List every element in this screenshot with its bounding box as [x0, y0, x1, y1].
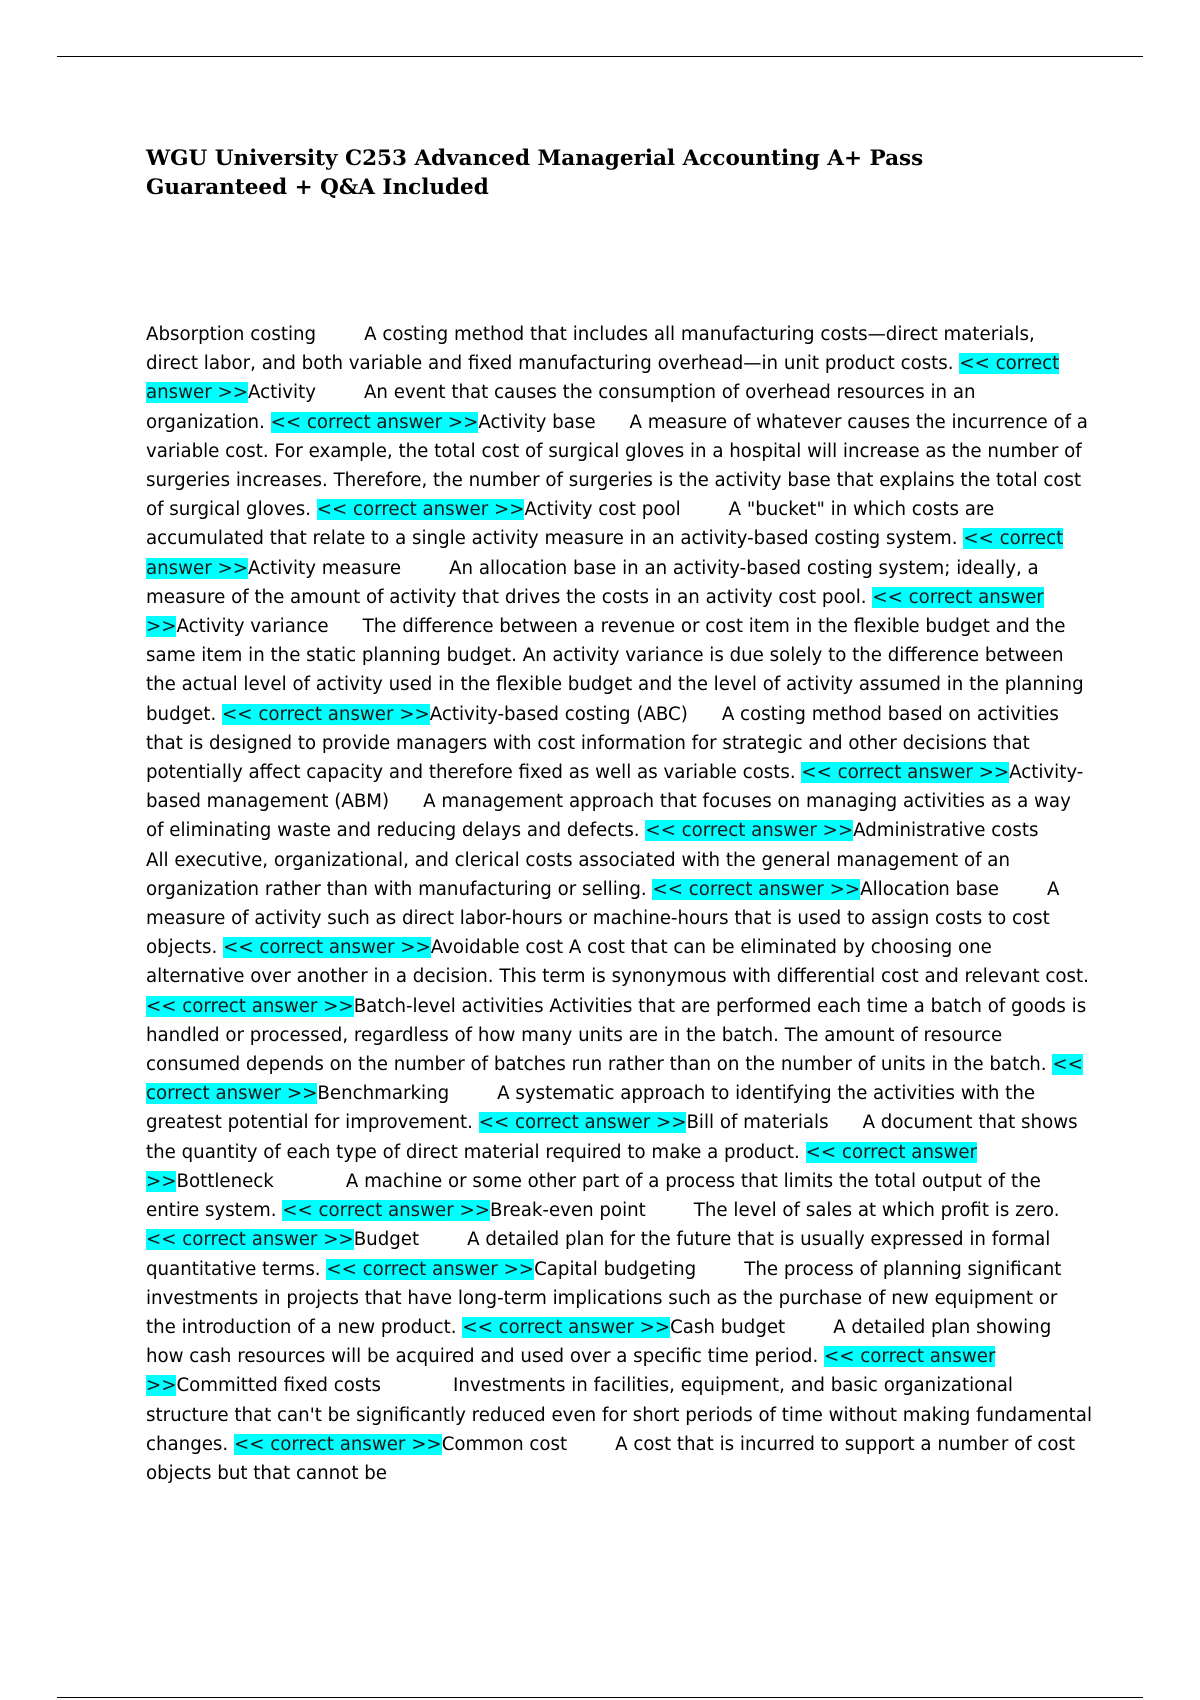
glossary-term: Activity base [478, 411, 596, 433]
glossary-definition: A measure of whatever causes the incurrence of a variable cost. For example, the total cost of surgical gloves in a hospital will increase as the number of surgeries increases. Therefore, the number of surgeries is the activity base that explains the total cost of surgical gloves. [146, 411, 1088, 521]
answer-marker: << correct answer >> [462, 1316, 671, 1338]
answer-marker: << correct answer >> [223, 937, 431, 959]
glossary-term: Cash budget [670, 1316, 786, 1338]
glossary-term: Common cost [441, 1433, 568, 1455]
answer-marker: << correct answer >> [146, 1054, 1083, 1105]
glossary-term: Capital budgeting [534, 1258, 697, 1280]
glossary-definition: An event that causes the consumption of overhead resources in an organization. [146, 382, 976, 433]
answer-marker: << correct answer >> [234, 1433, 442, 1455]
glossary-definition: A management approach that focuses on managing activities as a way of eliminating waste and reducing delays and defects. [146, 791, 1071, 842]
glossary-definition: A document that shows the quantity of each type of direct material required to make a product. [146, 1112, 1078, 1163]
glossary-definition: A systematic approach to identifying the activities with the greatest potential for improvement. [146, 1083, 1036, 1134]
answer-marker: << correct answer >> [146, 1141, 977, 1192]
answer-marker: << correct answer >> [146, 1229, 354, 1251]
glossary-definition: A cost that can be eliminated by choosing one alternative over another in a decision. This term is synonymous with differential cost and relevant cost. [146, 937, 1089, 988]
glossary-term: Administrative costs [853, 820, 1039, 842]
glossary-definition: An allocation base in an activity-based costing system; ideally, a measure of the amount of activity that drives the costs in an activity cost pool. [146, 557, 1039, 608]
answer-marker: << correct answer >> [478, 1112, 687, 1134]
answer-marker: << correct answer >> [282, 1200, 490, 1222]
answer-marker: << correct answer >> [326, 1258, 535, 1280]
glossary-definition: A detailed plan for the future that is usually expressed in formal quantitative terms. [146, 1229, 1051, 1280]
glossary-term: Absorption costing [146, 324, 317, 345]
glossary-term: Budget [353, 1229, 420, 1251]
glossary-term: Activity cost pool [524, 499, 681, 521]
answer-marker: << correct answer >> [222, 703, 430, 725]
header-rule [57, 56, 1143, 57]
glossary-definition: The process of planning significant investments in projects that have long-term implications such as the purchase of new equipment or the introduction of a new product. [146, 1258, 1062, 1338]
glossary-definition: A measure of activity such as direct labor-hours or machine-hours that is used to assign costs to cost objects. [146, 878, 1060, 959]
answer-marker: << correct answer >> [645, 820, 854, 842]
glossary-definition: A cost that is incurred to support a number of cost objects but that cannot be [146, 1433, 1076, 1484]
glossary-term: Batch-level activities [353, 995, 544, 1017]
glossary-definition: Activities that are performed each time a batch of goods is handled or processed, regardless of how many units are in the batch. The amount of resource consumed depends on the number of batches run rather than on the number of units in the batch. [146, 995, 1087, 1076]
glossary-definition: A "bucket" in which costs are accumulated that relate to a single activity measure in an activity-based costing system. [146, 499, 995, 550]
glossary-term: Bill of materials [686, 1112, 829, 1134]
glossary-term: Activity variance [176, 616, 329, 638]
glossary-definition: A costing method based on activities that is designed to provide managers with cost information for strategic and other decisions that potentially affect capacity and therefore fixed as well as variable costs. [146, 703, 1059, 784]
glossary-term: Activity-based management (ABM) [146, 762, 1084, 813]
glossary-term: Activity [247, 382, 316, 404]
glossary-definition: The difference between a revenue or cost item in the flexible budget and the same item in the static planning budget. An activity variance is due solely to the difference between the actual level of activity used in the flexible budget and the level of activity assumed in the planning budget. [146, 616, 1084, 725]
glossary-definition: The level of sales at which profit is zero. [693, 1200, 1060, 1222]
glossary-body [146, 320, 1092, 1488]
answer-marker: << correct answer >> [146, 1346, 996, 1397]
glossary-definition: A machine or some other part of a process that limits the total output of the entire system. [146, 1170, 1041, 1222]
answer-marker: << correct answer >> [801, 762, 1010, 784]
footer-rule [57, 1697, 1143, 1698]
answer-marker: << correct answer >> [146, 586, 1044, 638]
answer-marker: << correct answer >> [146, 995, 354, 1017]
glossary-term: Benchmarking [317, 1083, 450, 1105]
glossary-term: Avoidable cost [430, 937, 564, 959]
glossary-term: Activity measure [247, 557, 402, 579]
glossary-definition: A detailed plan showing how cash resources will be acquired and used over a specific time period. [146, 1316, 1052, 1368]
glossary-term: Break-even point [489, 1200, 646, 1222]
document-title: WGU University C253 Advanced Managerial Accounting A+ Pass Guaranteed + Q&A Included [146, 146, 924, 200]
glossary-definition: All executive, organizational, and clerical costs associated with the general management of an organization rather than with manufacturing or selling. [146, 849, 1010, 900]
glossary-term: Bottleneck [176, 1170, 274, 1192]
answer-marker: << correct answer >> [146, 528, 1064, 579]
glossary-term: Allocation base [860, 878, 999, 900]
glossary-term: Activity-based costing (ABC) [429, 703, 688, 725]
glossary-definition: A costing method that includes all manufacturing costs—direct materials, direct labor, and both variable and fixed manufacturing overhead—in unit product costs. [146, 324, 1035, 375]
glossary-definition: Investments in facilities, equipment, and basic organizational structure that can't be significantly reduced even for short periods of time without making fundamental changes. [146, 1375, 1092, 1455]
answer-marker: << correct answer >> [652, 878, 861, 900]
answer-marker: << correct answer >> [270, 411, 479, 433]
answer-marker: << correct answer >> [146, 353, 1060, 404]
glossary-term: Committed fixed costs [176, 1375, 381, 1397]
answer-marker: << correct answer >> [316, 499, 525, 521]
